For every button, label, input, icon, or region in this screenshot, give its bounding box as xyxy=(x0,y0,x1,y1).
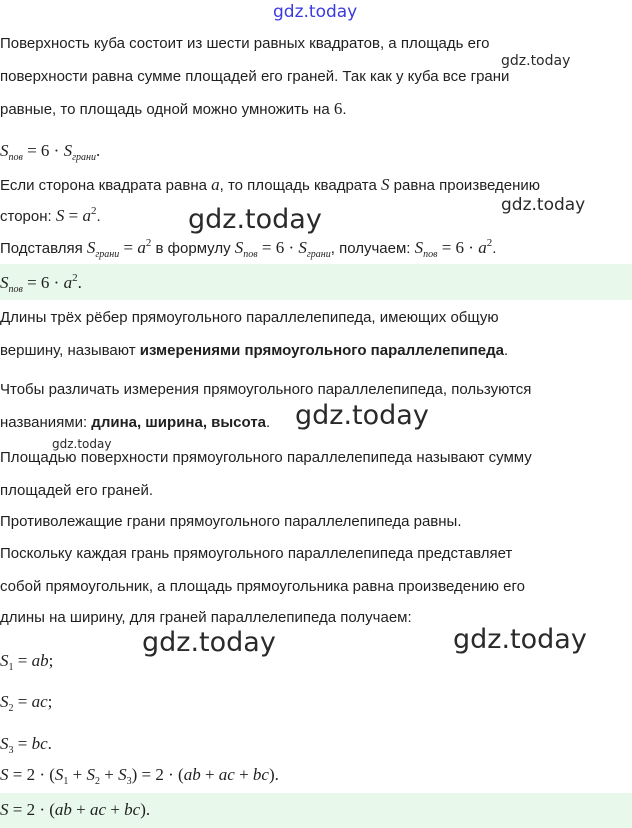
text-line xyxy=(0,413,632,433)
math-number: 6 xyxy=(333,99,343,118)
watermark: gdz.today xyxy=(295,400,429,431)
text-fragment: сторон: xyxy=(0,208,56,225)
text-line: Длины трёх рёбер прямоугольного параллелепипеда, имеющих общую xyxy=(0,309,499,326)
text-fragment: равные, то площадь одной можно умножить на xyxy=(0,101,334,118)
formula-inline: $S_{пов} = 6 \cdot a^2$ xyxy=(414,237,493,260)
text-fragment: в формулу xyxy=(151,240,235,257)
text-fragment: равна произведению xyxy=(389,177,541,194)
watermark: gdz.today xyxy=(501,195,586,215)
text-line: собой прямоугольник, а площадь прямоугольника равна произведению его xyxy=(0,578,526,595)
text-fragment: . xyxy=(96,208,101,225)
text-fragment: Если сторона квадрата равна xyxy=(0,177,212,194)
text-fragment: . xyxy=(266,414,271,431)
text-fragment: , то площадь квадрата xyxy=(219,177,382,194)
text-fragment: . xyxy=(504,342,509,359)
watermark: gdz.today xyxy=(52,437,112,451)
math-var: S xyxy=(381,175,390,194)
text-line: Поверхность куба состоит из шести равных квадратов, а площадь его xyxy=(0,35,490,52)
formula-final: S = 2 · (ab + ac + bc). xyxy=(0,800,151,819)
math-var: a xyxy=(211,175,220,194)
formula-cube-result: $S_{пов} = 6 \cdot a^2$. xyxy=(0,272,82,295)
text-line: Поскольку каждая грань прямоугольного параллелепипеда представляет xyxy=(0,545,513,562)
formula-inline: $S_{грани} = a^2$ xyxy=(86,237,152,260)
text-line xyxy=(0,206,632,227)
watermark: gdz.today xyxy=(453,624,587,655)
formula-sum: $S = 2 \cdot (S_1 + S_2 + S_3) = 2 \cdot (ab$ + ac + bc). xyxy=(0,765,279,787)
text-line: площадей его граней. xyxy=(0,482,154,499)
text-fragment: . xyxy=(342,101,347,118)
text-line xyxy=(0,238,632,259)
formula-s2: $S_2$ = ac; xyxy=(0,692,53,714)
text-fragment: . xyxy=(492,240,497,257)
text-line xyxy=(0,175,632,196)
text-fragment: , получаем: xyxy=(330,240,415,257)
text-line: длины на ширину, для граней параллелепипеда получаем: xyxy=(0,609,412,626)
text-fragment: Подставляя xyxy=(0,240,87,257)
text-fragment: вершину, называют xyxy=(0,342,140,359)
formula-s1: $S_1$ = ab; xyxy=(0,651,54,673)
text-line: Противолежащие грани прямоугольного параллелепипеда равны. xyxy=(0,513,462,530)
formula-surface-cube: $S_{пов} = 6 \cdot S_{грани}$. xyxy=(0,141,101,163)
text-line: Площадью поверхности прямоугольного параллелепипеда называют сумму xyxy=(0,449,532,466)
formula-s3: $S_3$ = bc. xyxy=(0,734,52,756)
formula-inline: $S = a^2$ xyxy=(55,205,97,225)
term-bold: длина, ширина, высота xyxy=(91,414,267,431)
watermark: gdz.today xyxy=(188,204,322,235)
text-line xyxy=(0,99,632,120)
text-fragment: названиями: xyxy=(0,414,92,431)
term-bold: измерениями прямоугольного параллелепипеда xyxy=(139,342,505,359)
text-line: поверхности равна сумме площадей его граней. Так как у куба все грани xyxy=(0,68,510,85)
text-line xyxy=(0,341,632,361)
watermark: gdz.today xyxy=(273,2,358,22)
watermark: gdz.today xyxy=(501,53,571,69)
watermark: gdz.today xyxy=(142,627,276,658)
text-line: Чтобы различать измерения прямоугольного параллелепипеда, пользуются xyxy=(0,381,532,398)
formula-inline: $S_{пов} = 6 \cdot S_{грани}$ xyxy=(234,238,331,260)
